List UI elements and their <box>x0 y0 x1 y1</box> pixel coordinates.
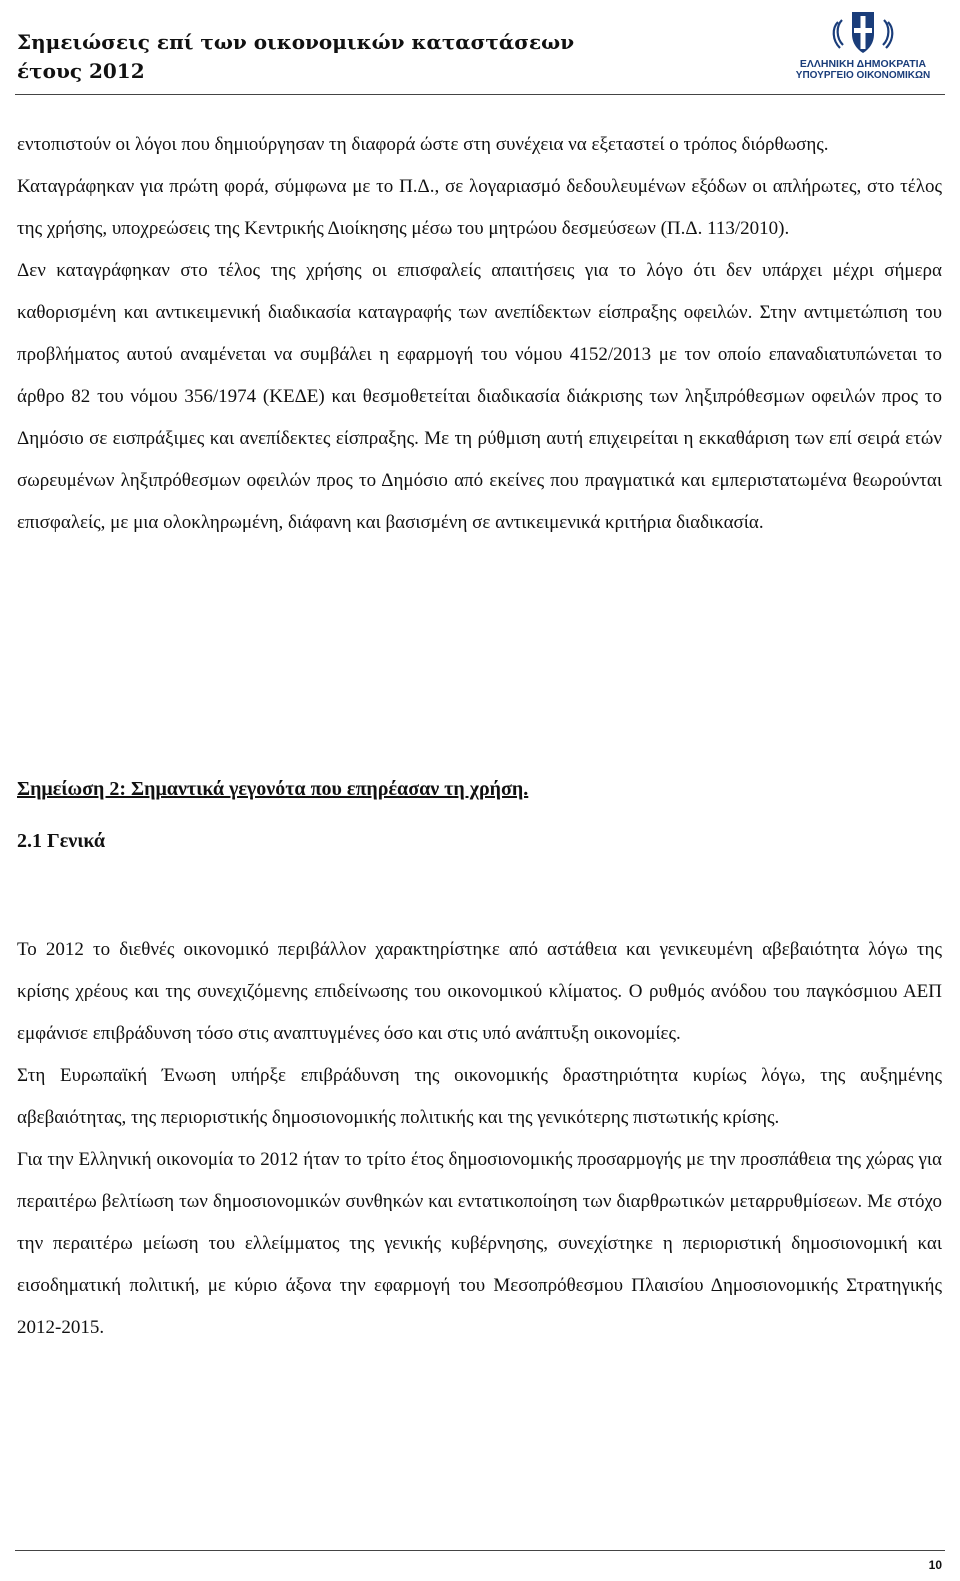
section-paragraphs <box>17 929 942 1349</box>
greek-coat-of-arms-icon <box>830 8 896 56</box>
header-title-line-2: έτους 2012 <box>17 59 145 83</box>
header-divider <box>15 94 945 95</box>
paragraph: Για την Ελληνική οικονομία το 2012 ήταν το τρίτο έτος δημοσιονομικής προσαρμογής με την προσπάθεια της χώρας για περαιτέρω βελτίωση των δημοσιονομικών συνθηκών και εντατικοποίηση των διαρθρωτικών μεταρρυθμίσεων. Με στόχο την περαιτέρω μείωση του ελλείμματος της γενικής κυβέρνησης, συνεχίστηκε η περιοριστική δημοσιονομική και εισοδηματική πολιτική, με κύριο άξονα την εφαρμογή του Μεσοπρόθεσμου Πλαισίου Δημοσιονομικής Στρατηγικής 2012-2015. <box>17 1149 942 1338</box>
ministry-logo <box>788 8 938 84</box>
page-number: 10 <box>928 1558 942 1572</box>
footer-divider <box>15 1550 945 1551</box>
document-header-title <box>17 28 574 86</box>
header-title-line-1: Σημειώσεις επί των οικονομικών καταστάσεων <box>17 30 575 54</box>
paragraph: εντοπιστούν οι λόγοι που δημιούργησαν τη διαφορά ώστε στη συνέχεια να εξεταστεί ο τρόπος διόρθωσης. <box>17 134 829 155</box>
logo-text-hellenic-republic: ΕΛΛΗΝΙΚΗ ΔΗΜΟΚΡΑΤΙΑ <box>799 58 927 70</box>
paragraph: Στη Ευρωπαϊκή Ένωση υπήρξε επιβράδυνση της οικονομικής δραστηριότητα κυρίως λόγω, της αυξημένης αβεβαιότητας, της περιοριστικής δημοσιονομικής πολιτικής και της γενικότερης πιστωτικής κρίσης. <box>17 1065 942 1128</box>
paragraph: Το 2012 το διεθνές οικονομικό περιβάλλον χαρακτηρίστηκε από αστάθεια και γενικευμένη αβεβαιότητα λόγω της κρίσης χρέους και της συνεχιζόμενης επιδείνωσης του οικονομικού κλίματος. Ο ρυθμός ανόδου του παγκόσμιου ΑΕΠ εμφάνισε επιβράδυνση τόσο στις αναπτυγμένες όσο και στις υπό ανάπτυξη οικονομίες. <box>17 939 942 1044</box>
paragraph: Καταγράφηκαν για πρώτη φορά, σύμφωνα με το Π.Δ., σε λογαριασμό δεδουλευμένων εξόδων οι απλήρωτες, στο τέλος της χρήσης, υποχρεώσεις της Κεντρικής Διοίκησης μέσω του μητρώου δεσμεύσεων (Π.Δ. 113/2010). <box>17 176 942 239</box>
top-paragraphs <box>17 124 942 544</box>
section-title: Σημείωση 2: Σημαντικά γεγονότα που επηρέασαν τη χρήση. <box>17 778 529 800</box>
paragraph: Δεν καταγράφηκαν στο τέλος της χρήσης οι επισφαλείς απαιτήσεις για το λόγο ότι δεν υπάρχει μέχρι σήμερα καθορισμένη και αντικειμενική διαδικασία καταγραφής των ανεπίδεκτων είσπραξης οφειλών. Στην αντιμετώπιση του προβλήματος αυτού αναμένεται να συμβάλει η εφαρμογή του νόμου 4152/2013 με τον οποίο επαναδιατυπώνεται το άρθρο 82 του νόμου 356/1974 (ΚΕΔΕ) και θεσμοθετείται διαδικασία διάκρισης των ληξιπρόθεσμων οφειλών προς το Δημόσιο σε εισπράξιμες και ανεπίδεκτες είσπραξης. Με τη ρύθμιση αυτή επιχειρείται η εκκαθάριση των επί σειρά ετών σωρευμένων ληξιπρόθεσμων οφειλών προς το Δημόσιο από εκείνες που πραγματικά και εμπεριστατωμένα θεωρούνται επισφαλείς, με μια ολοκληρωμένη, διάφανη και βασισμένη σε αντικειμενικά κριτήρια διαδικασία. <box>17 260 942 533</box>
logo-text-ministry-of-finance: ΥΠΟΥΡΓΕΙΟ ΟΙΚΟΝΟΜΙΚΩΝ <box>795 70 931 81</box>
subsection-title: 2.1 Γενικά <box>17 830 106 852</box>
